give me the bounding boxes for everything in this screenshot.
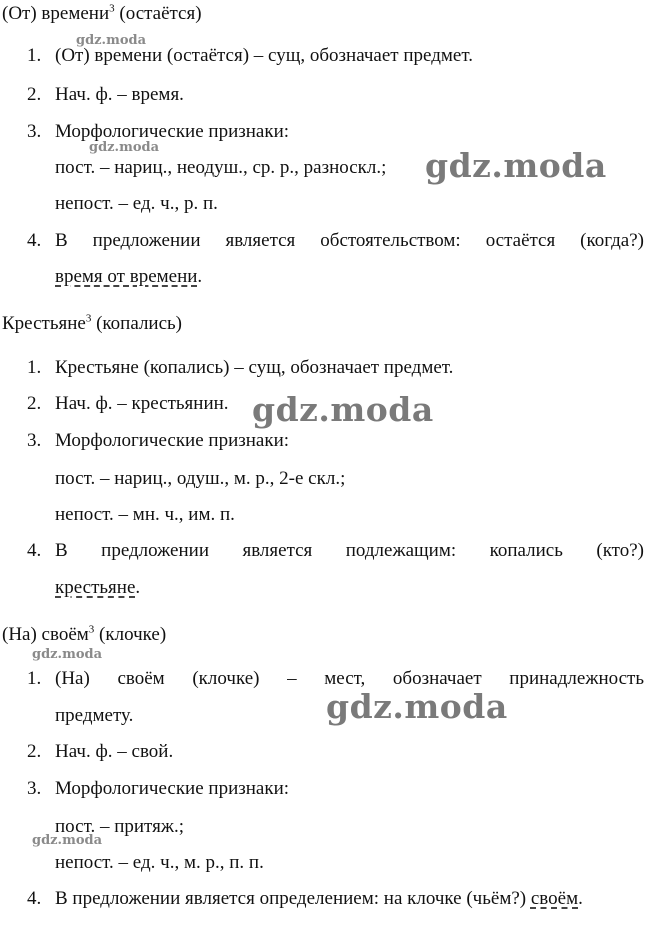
- item-text: Нач. ф. – время.: [55, 84, 184, 105]
- item-text: В предложении является определением: на клочке (чьём?) своём.: [55, 888, 583, 909]
- item-text: Морфологические признаки:: [55, 430, 290, 451]
- watermark-large: gdz.moda: [425, 146, 607, 185]
- item-number: 3.: [27, 778, 42, 799]
- watermark-small: gdz.moda: [89, 140, 160, 155]
- item-text: Крестьяне (копались) – сущ, обозначает предмет.: [55, 357, 454, 378]
- item-text: пост. – нариц., неодуш., ср. р., разноскл.;: [55, 157, 387, 178]
- item-number: 1.: [27, 357, 42, 378]
- answer-underlined: время от времени: [55, 266, 198, 287]
- item-text: В предложении является подлежащим: копались (кто?): [55, 540, 644, 561]
- item-text: Морфологические признаки:: [55, 121, 290, 142]
- item-text: Нач. ф. – свой.: [55, 741, 174, 762]
- watermark-large: gdz.moda: [326, 687, 508, 726]
- item-number: 3.: [27, 430, 42, 451]
- item-text: Морфологические признаки:: [55, 778, 290, 799]
- heading-3: (На) своём$^3$ (клочке): [2, 623, 167, 645]
- answer-underlined: крестьяне: [55, 577, 136, 598]
- watermark-small: gdz.moda: [32, 833, 103, 848]
- item-text: непост. – ед. ч., м. р., п. п.: [55, 852, 264, 873]
- item-text: непост. – мн. ч., им. п.: [55, 504, 235, 525]
- item-text: В предложении является обстоятельством: остаётся (когда?): [55, 230, 644, 251]
- answer-underlined: своём: [530, 888, 579, 909]
- watermark-small: gdz.moda: [76, 33, 147, 48]
- item-text: пост. – притяж.;: [55, 816, 184, 837]
- item-number: 1.: [27, 668, 42, 689]
- item-text: (На) своём (клочке) – мест, обозначает принадлежность: [55, 668, 644, 689]
- item-number: 2.: [27, 741, 42, 762]
- item-text: непост. – ед. ч., р. п.: [55, 193, 218, 214]
- heading-2: Крестьяне$^3$ (копались): [2, 312, 183, 334]
- item-text: Нач. ф. – крестьянин.: [55, 393, 229, 414]
- item-number: 1.: [27, 45, 42, 66]
- item-number: 4.: [27, 540, 42, 561]
- item-number: 4.: [27, 230, 42, 251]
- answer-line: время от времени.: [55, 266, 203, 287]
- item-text: пост. – нариц., одуш., м. р., 2-е скл.;: [55, 468, 346, 489]
- item-number: 3.: [27, 121, 42, 142]
- item-number: 2.: [27, 393, 42, 414]
- watermark-large: gdz.moda: [252, 390, 434, 429]
- heading-1: (От) времени$^3$ (остаётся): [2, 2, 202, 24]
- item-number: 2.: [27, 84, 42, 105]
- item-text: предмету.: [55, 705, 134, 726]
- item-text: (От) времени (остаётся) – сущ, обозначает предмет.: [55, 45, 473, 66]
- answer-line: крестьяне.: [55, 577, 141, 598]
- item-number: 4.: [27, 888, 42, 909]
- watermark-small: gdz.moda: [32, 647, 103, 662]
